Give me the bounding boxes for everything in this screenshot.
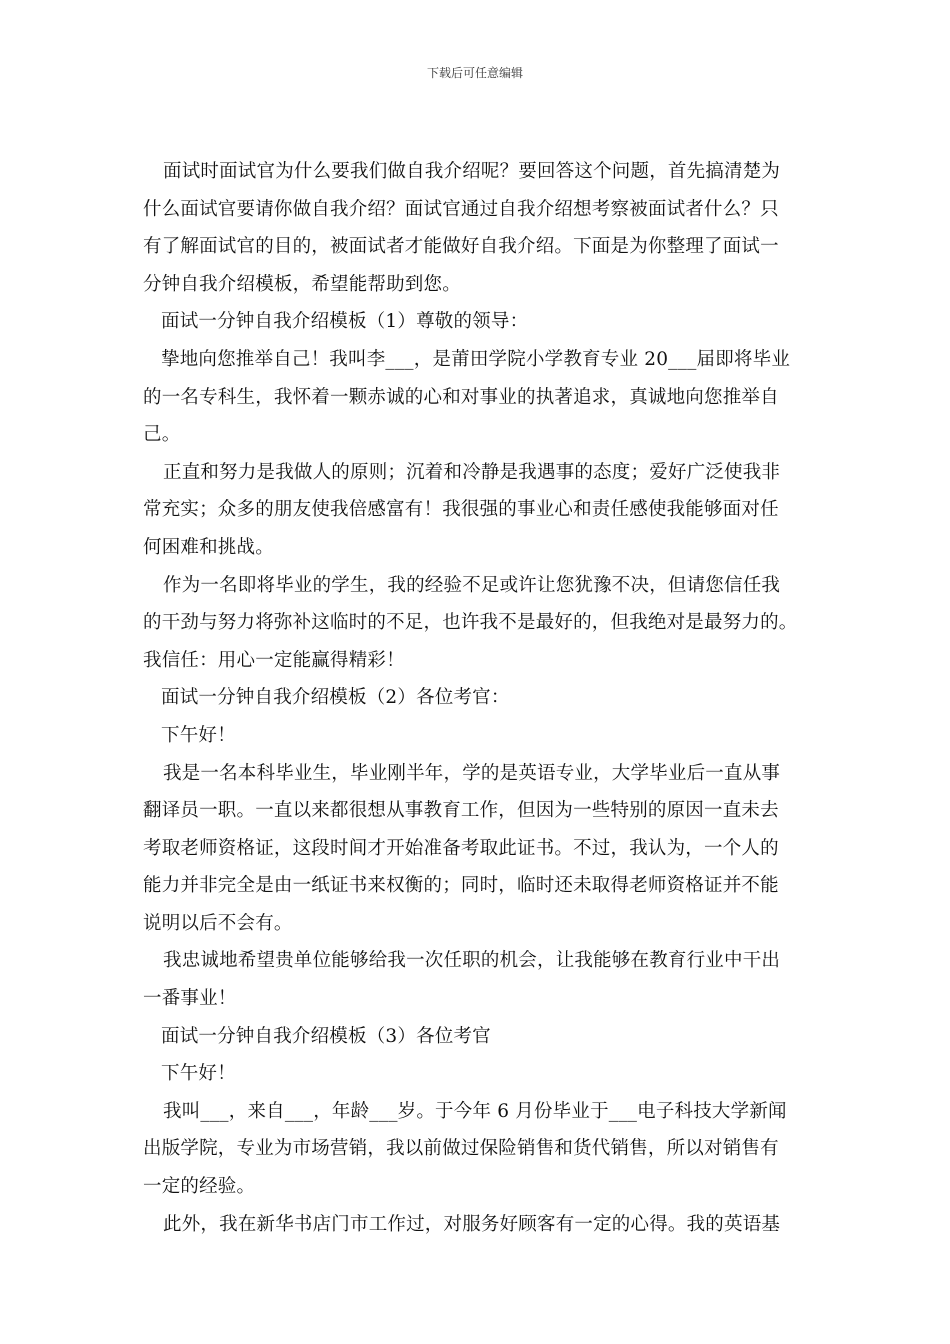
text-line: 我信任：用心一定能赢得精彩！ xyxy=(143,649,405,671)
page-header: 下载后可任意编辑 xyxy=(426,66,523,80)
text-line: 我忠诚地希望贵单位能够给我一次任职的机会，让我能够在教育行业中干出 xyxy=(163,950,781,972)
text-line: 此外，我在新华书店门市工作过，对服务好顾客有一定的心得。我的英语基 xyxy=(163,1213,781,1235)
text-line: 一番事业！ xyxy=(143,988,237,1010)
text-line: 什么面试官要请你做自我介绍？面试官通过自我介绍想考察被面试者什么？只 xyxy=(143,198,779,220)
section-heading: 面试一分钟自我介绍模板（3）各位考官 xyxy=(161,1025,491,1047)
text-line: 挚地向您推举自己！我叫李___，是莆田学院小学教育专业 20___届即将毕业 xyxy=(161,348,791,370)
text-line: 翻译员一职。一直以来都很想从事教育工作，但因为一些特别的原因一直未去 xyxy=(143,800,779,822)
text-line: 说明以后不会有。 xyxy=(143,912,293,934)
text-line: 正直和努力是我做人的原则；沉着和冷静是我遇事的态度；爱好广泛使我非 xyxy=(163,461,781,483)
text-line: 的干劲与努力将弥补这临时的不足，也许我不是最好的，但我绝对是最努力的。 xyxy=(143,612,798,634)
section-heading: 面试一分钟自我介绍模板（1）尊敬的领导： xyxy=(161,311,529,333)
text-line: 出版学院，专业为市场营销，我以前做过保险销售和货代销售，所以对销售有 xyxy=(143,1138,779,1160)
text-line: 分钟自我介绍模板，希望能帮助到您。 xyxy=(143,273,461,295)
text-line: 有了解面试官的目的，被面试者才能做好自我介绍。下面是为你整理了面试一 xyxy=(143,236,779,258)
text-line: 作为一名即将毕业的学生，我的经验不足或许让您犹豫不决，但请您信任我 xyxy=(163,574,781,596)
text-line: 一定的经验。 xyxy=(143,1176,256,1198)
section-heading: 面试一分钟自我介绍模板（2）各位考官： xyxy=(161,687,510,709)
text-line: 我是一名本科毕业生，毕业刚半年，学的是英语专业，大学毕业后一直从事 xyxy=(163,762,781,784)
text-line: 常充实；众多的朋友使我倍感富有！我很强的事业心和责任感使我能够面对任 xyxy=(143,499,779,521)
text-line: 面试时面试官为什么要我们做自我介绍呢？要回答这个问题，首先搞清楚为 xyxy=(163,161,781,182)
text-line: 的一名专科生，我怀着一颗赤诚的心和对事业的执著追求，真诚地向您推举自 xyxy=(143,386,779,408)
text-line: 下午好！ xyxy=(161,724,236,746)
text-line: 下午好！ xyxy=(161,1063,236,1085)
text-line: 我叫___，来自___，年龄___岁。于今年 6 月份毕业于___电子科技大学新闻 xyxy=(163,1100,787,1122)
text-line: 考取老师资格证，这段时间才开始准备考取此证书。不过，我认为，一个人的 xyxy=(143,837,779,859)
text-line: 何困难和挑战。 xyxy=(143,536,274,558)
document-body xyxy=(143,153,809,1243)
text-line: 能力并非完全是由一纸证书来权衡的；同时，临时还未取得老师资格证并不能 xyxy=(143,875,779,897)
text-line: 己。 xyxy=(143,424,181,446)
